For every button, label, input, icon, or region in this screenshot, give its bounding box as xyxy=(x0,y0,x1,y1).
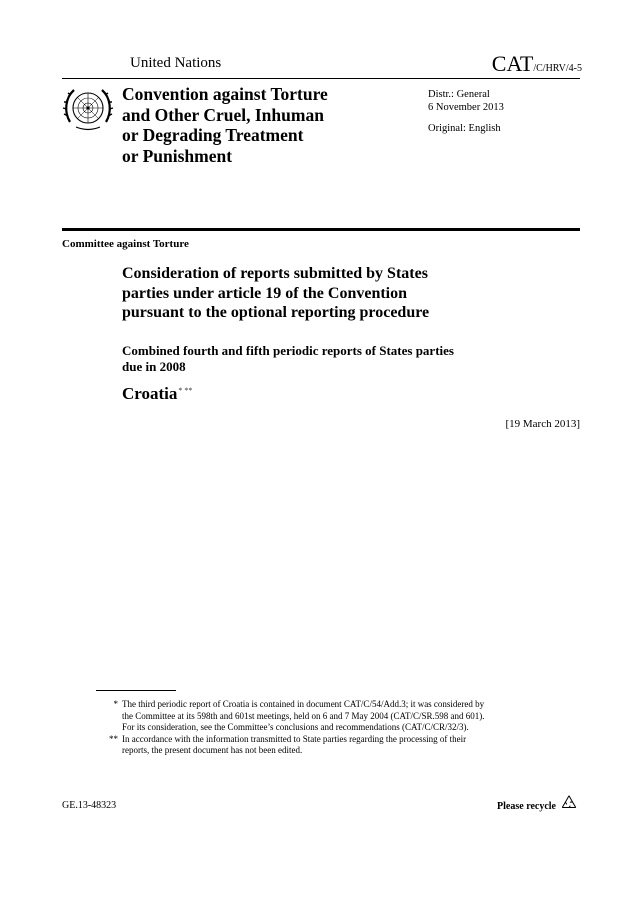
header-rule xyxy=(62,78,580,79)
sub-title xyxy=(122,343,542,375)
footnote-line: For its consideration, see the Committee’s conclusions and recommendations (CAT/C/CR/32/3). xyxy=(122,722,469,732)
footnote-line: reports, the present document has not been edited. xyxy=(122,745,303,755)
convention-title-line: Convention against Torture xyxy=(122,84,328,104)
distribution-block xyxy=(428,88,504,135)
distribution-date: 6 November 2013 xyxy=(428,102,504,113)
main-title xyxy=(122,264,522,323)
footnote xyxy=(102,699,522,734)
footnote-marks: * ** xyxy=(178,386,193,395)
sub-title-line: Combined fourth and fifth periodic reports of States parties xyxy=(122,343,454,358)
report-date: [19 March 2013] xyxy=(505,418,580,430)
convention-title-line: or Degrading Treatment xyxy=(122,125,304,145)
distribution-type: Distr.: General xyxy=(428,89,490,100)
symbol-main: CAT xyxy=(491,51,534,76)
convention-title xyxy=(122,84,382,166)
sub-title-line: due in 2008 xyxy=(122,359,186,374)
country-name: Croatia xyxy=(122,384,178,403)
country-heading xyxy=(122,384,192,404)
convention-title-line: or Punishment xyxy=(122,145,233,166)
convention-title-line: and Other Cruel, Inhuman xyxy=(122,104,324,125)
main-title-line: parties under article 19 of the Convention xyxy=(122,284,408,302)
job-number: GE.13-48323 xyxy=(62,800,117,811)
footnote-line: The third periodic report of Croatia is contained in document CAT/C/54/Add.3; it was considered by xyxy=(122,699,485,709)
original-language: Original: English xyxy=(428,123,501,134)
organization-name: United Nations xyxy=(130,55,222,71)
symbol-suffix: /C/HRV/4-5 xyxy=(533,63,582,74)
recycle-text: Please recycle xyxy=(497,801,556,812)
footnote-line: In accordance with the information transmitted to State parties regarding the processing of their xyxy=(122,733,467,744)
footnote-rule xyxy=(96,690,176,691)
footnote xyxy=(102,734,522,757)
main-title-line: pursuant to the optional reporting procedure xyxy=(122,304,430,321)
recycle-icon xyxy=(560,794,578,812)
document-symbol xyxy=(492,51,582,77)
section-divider xyxy=(62,228,580,231)
footnotes xyxy=(102,699,522,757)
committee-name: Committee against Torture xyxy=(62,238,189,250)
footnote-mark: * xyxy=(113,699,118,709)
footnote-mark: ** xyxy=(109,733,118,744)
un-emblem-icon xyxy=(62,82,114,134)
footnote-line: the Committee at its 598th and 601st meetings, held on 6 and 7 May 2004 (CAT/C/SR.598 and 601). xyxy=(122,710,485,721)
main-title-line: Consideration of reports submitted by States xyxy=(122,265,428,282)
